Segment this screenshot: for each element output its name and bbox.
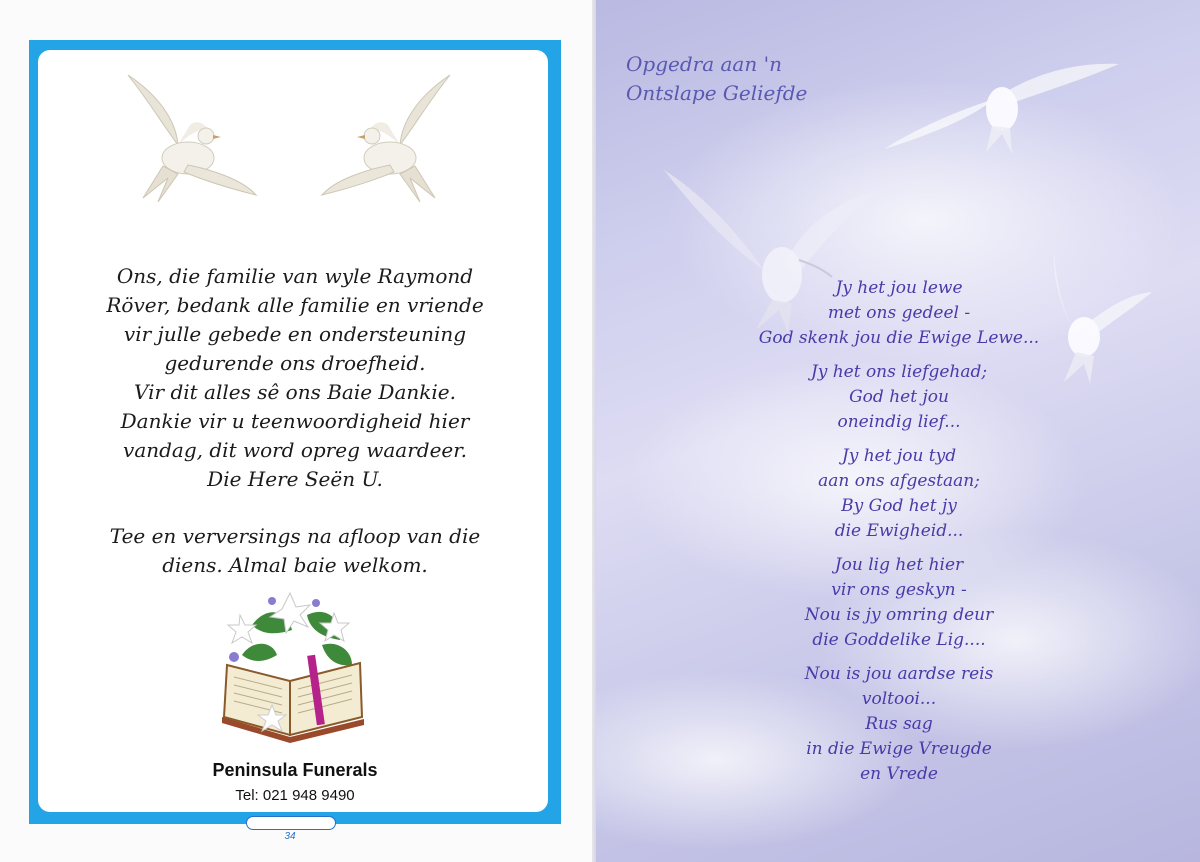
poem-line: By God het jy (841, 496, 957, 516)
dedication-heading (626, 50, 926, 108)
poem-stanza (744, 444, 1054, 544)
left-page (0, 0, 596, 862)
poem-line: oneindig lief... (837, 412, 961, 432)
thanks-line: Vir dit alles sê ons Baie Dankie. (134, 380, 456, 404)
poem-line: voltooi... (861, 689, 937, 709)
memorial-poem (744, 276, 1054, 796)
tea-line: Tee en verversings na afloop van die (109, 524, 481, 548)
poem-line: die Goddelike Lig.... (812, 630, 986, 650)
thanks-message (60, 262, 530, 494)
poem-line: vir ons geskyn - (831, 580, 967, 600)
poem-line: Jy het jou tyd (841, 446, 957, 466)
poem-line: die Ewigheid... (834, 521, 964, 541)
poem-stanza (744, 662, 1054, 787)
poem-line: Nou is jy omring deur (804, 605, 994, 625)
poem-line: Jy het ons liefgehad; (810, 362, 988, 382)
bible-flowers-icon (212, 585, 372, 745)
poem-stanza (744, 360, 1054, 435)
poem-line: Jy het jou lewe (835, 278, 963, 298)
poem-line: in die Ewige Vreugde (806, 739, 992, 759)
poem-line: God het jou (849, 387, 949, 407)
poem-line: aan ons afgestaan; (818, 471, 980, 491)
thanks-line: gedurende ons droefheid. (164, 351, 426, 375)
dove-icon (118, 70, 258, 210)
dove-icon (320, 70, 460, 210)
funeral-home-telephone: Tel: 021 948 9490 (235, 787, 355, 804)
poem-line: Rus sag (865, 714, 933, 734)
tea-line: diens. Almal baie welkom. (162, 553, 428, 577)
thanks-line: Röver, bedank alle familie en vriende (106, 293, 484, 317)
thanks-line: vir julle gebede en ondersteuning (123, 322, 467, 346)
poem-line: Jou lig het hier (834, 555, 964, 575)
right-page (596, 0, 1200, 862)
page-number: 34 (284, 831, 296, 842)
poem-stanza (744, 276, 1054, 351)
poem-line: God skenk jou die Ewige Lewe... (758, 328, 1040, 348)
poem-line: met ons gedeel - (827, 303, 971, 323)
thanks-line: Ons, die familie van wyle Raymond (116, 264, 474, 288)
tea-notice (60, 522, 530, 580)
poem-stanza (744, 553, 1054, 653)
stationery-logo (246, 816, 336, 830)
thanks-line: vandag, dit word opreg waardeer. (123, 438, 467, 462)
funeral-home-name: Peninsula Funerals (212, 760, 378, 780)
thanks-line: Die Here Seën U. (207, 467, 383, 491)
poem-line: Nou is jou aardse reis (804, 664, 994, 684)
poem-line: en Vrede (860, 764, 938, 784)
dedication-line: Opgedra aan 'n (626, 52, 782, 76)
dedication-line: Ontslape Geliefde (626, 81, 808, 105)
thanks-line: Dankie vir u teenwoordigheid hier (120, 409, 470, 433)
